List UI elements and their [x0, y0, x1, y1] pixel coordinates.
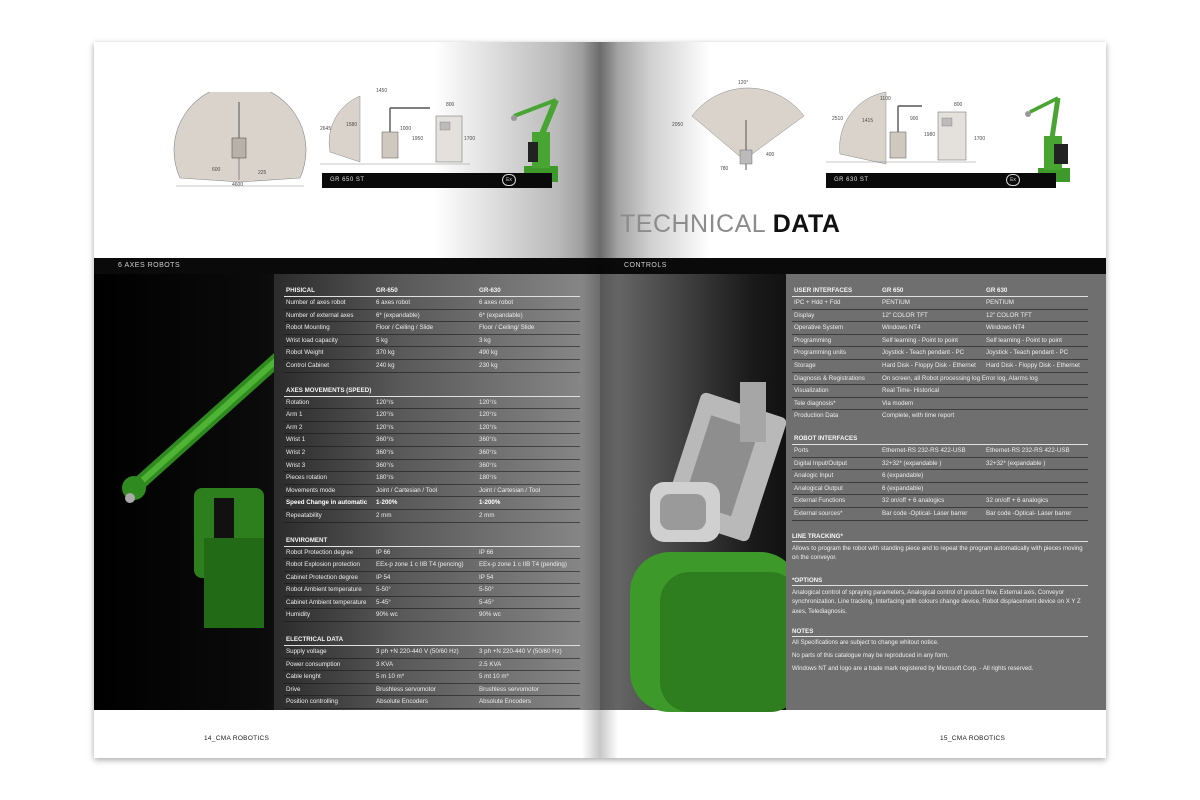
row-label: Speed Change in automatic — [286, 499, 368, 507]
table-row — [284, 422, 580, 435]
row-label: Robot Explosion protection — [286, 561, 360, 569]
row-value — [986, 483, 1088, 495]
row-label: Number of external axes — [286, 311, 354, 319]
table-header — [284, 385, 580, 397]
row-label: Humidity — [286, 611, 311, 619]
row-value: IP 54 — [376, 573, 391, 581]
row-label: Control Cabinet — [286, 361, 329, 369]
dim-label: 1980 — [924, 132, 936, 138]
row-value: 360°/s — [479, 436, 497, 444]
row-value: 5-45° — [479, 598, 494, 606]
page-footer: 14_CMA ROBOTICS — [204, 735, 270, 742]
user-interfaces-table — [792, 285, 1088, 675]
row-value: 6 (expandable) — [882, 472, 924, 480]
note-line: No parts of this catalogue may be reproduced in any form. — [792, 652, 949, 660]
header-cell: GR 630 — [986, 287, 1008, 294]
row-value: Ethernet-RS 232-RS 422-USB — [882, 446, 966, 454]
table-row — [284, 497, 580, 510]
row-value: Self learning - Point to point — [986, 336, 1063, 344]
table-row — [792, 322, 1088, 335]
dim-label: 1415 — [862, 118, 874, 124]
table-row — [284, 297, 580, 310]
row-value: 360°/s — [376, 436, 394, 444]
row-label: Wrist 2 — [286, 448, 306, 456]
dim-label: 1100 — [880, 96, 891, 102]
table-header — [284, 535, 580, 547]
row-value — [986, 470, 1088, 482]
dim-label: 900 — [910, 116, 919, 122]
row-value: 180°/s — [479, 474, 497, 482]
ex-certification-icon: Ex — [1006, 174, 1020, 186]
row-value: IP 54 — [479, 573, 494, 581]
row-value: 32 on/off + 6 analogics — [986, 497, 1049, 505]
gr650-envelope-diagram — [170, 92, 310, 192]
dim-label: 780 — [720, 166, 729, 172]
table-header — [284, 634, 580, 646]
row-value: 360°/s — [479, 448, 497, 456]
row-value: 3 ph +N 220-440 V (50/60 Hz) — [376, 648, 459, 656]
green-robot-arm-photo — [94, 338, 294, 638]
row-label: Wrist load capacity — [286, 336, 338, 344]
table-row — [792, 385, 1088, 398]
table-row — [792, 483, 1088, 496]
table-row — [792, 495, 1088, 508]
row-value: Floor / Ceiling/ Slide — [479, 324, 535, 332]
row-label: Tele diagnosis* — [794, 399, 836, 407]
row-value: 12" COLOR TFT — [882, 311, 928, 319]
left-page — [94, 42, 600, 758]
header-cell: AXES MOVEMENTS (SPEED) — [286, 386, 372, 394]
row-value: Floor / Ceiling / Slide — [376, 324, 434, 332]
caption-text: GR 630 ST — [834, 177, 869, 183]
table-header — [792, 285, 1088, 297]
table-row — [792, 470, 1088, 483]
dim-label: 400 — [766, 152, 775, 158]
dim-label: 1700 — [464, 136, 476, 142]
row-label: Analogical Output — [794, 484, 843, 492]
page-footer: 15_CMA ROBOTICS — [940, 735, 1006, 742]
row-label: IPC + Hdd + Fdd — [794, 299, 841, 306]
row-value: 120°/s — [479, 423, 497, 431]
row-value: Real Time- Historical — [882, 387, 940, 395]
row-label: Programming units — [794, 349, 846, 357]
header-cell: ENVIROMENT — [286, 536, 328, 544]
right-page — [600, 42, 1106, 758]
row-label: Cable lenght — [286, 673, 321, 681]
row-value: Bar code -Optical- Laser barrer — [882, 509, 968, 517]
table-row — [284, 597, 580, 610]
row-value: 5-45° — [376, 598, 391, 606]
header-cell: GR-650 — [376, 287, 398, 294]
row-label: Position controlling — [286, 698, 338, 706]
section-strip — [600, 258, 1106, 274]
table-row — [284, 659, 580, 672]
row-label: External Functions — [794, 497, 846, 505]
dim-label: 4600 — [232, 182, 244, 188]
row-label: Programming — [794, 336, 832, 344]
row-value: 5-50° — [479, 586, 494, 594]
gr650-caption — [322, 173, 552, 188]
row-value: Joint / Cartesian / Tool — [376, 486, 438, 494]
row-label: Number of axes robot — [286, 299, 346, 306]
row-value: EEx-p zone 1 c IIB T4 (pencing) — [376, 561, 464, 569]
table-row — [792, 373, 1088, 386]
table-row — [284, 584, 580, 597]
row-value: 2 mm — [376, 511, 392, 519]
row-label: Drive — [286, 685, 301, 693]
table-row — [284, 646, 580, 659]
table-header — [284, 285, 580, 297]
row-value — [986, 410, 1088, 423]
row-value: 3 ph +N 220-440 V (50/60 Hz) — [479, 648, 562, 656]
row-label: Storage — [794, 361, 816, 369]
header-cell: PHISICAL — [286, 287, 315, 294]
header-cell: GR-630 — [479, 287, 501, 294]
gr630-caption — [826, 173, 1056, 188]
row-value: 12" COLOR TFT — [986, 311, 1032, 319]
dim-label: 120° — [738, 80, 749, 86]
row-value: 360°/s — [376, 461, 394, 469]
row-value — [986, 398, 1088, 410]
row-value: 360°/s — [479, 461, 497, 469]
row-value: Absolute Encoders — [376, 698, 428, 706]
table-row — [284, 447, 580, 460]
page-title — [620, 210, 840, 239]
row-value: 2 mm — [479, 511, 495, 519]
row-label: Production Data — [794, 412, 839, 420]
row-value: 360°/s — [376, 448, 394, 456]
row-value: 5 m 10 m* — [376, 673, 405, 681]
row-label: Arm 2 — [286, 423, 303, 431]
header-cell: GR 650 — [882, 287, 904, 294]
table-row — [792, 398, 1088, 411]
table-row — [792, 297, 1088, 310]
header-cell: ROBOT INTERFACES — [794, 434, 858, 442]
row-label: Digital Input/Output — [794, 459, 847, 467]
row-value: 120°/s — [376, 398, 394, 406]
row-value: Joystick - Teach pendant - PC — [986, 349, 1069, 357]
row-value: 5 kg — [376, 336, 388, 344]
table-row — [792, 347, 1088, 360]
row-value: 120°/s — [479, 411, 497, 419]
header-cell: USER INTERFACES — [794, 287, 853, 294]
title-bold: DATA — [772, 210, 841, 238]
row-label: Rotation — [286, 398, 310, 406]
note-line: All Specifications are subject to change whitout notice. — [792, 639, 939, 647]
row-value: PENTIUM — [882, 299, 910, 306]
note-line: Windows NT and logo are a trade mark registered by Microsoft Corp. - All rights reserved. — [792, 664, 1034, 672]
row-value: Windows NT4 — [986, 324, 1025, 332]
row-value: 240 kg — [376, 361, 395, 369]
row-value: On screen, all Robot processing log Error log, Alarms log — [882, 374, 1038, 382]
row-value: 1-200% — [479, 499, 501, 507]
dim-label: 800 — [446, 102, 455, 108]
table-row — [284, 409, 580, 422]
gr630-side-diagram — [826, 88, 976, 168]
table-row — [792, 445, 1088, 458]
row-value: 32+32* (expandable ) — [882, 459, 942, 467]
dim-label: 600 — [212, 167, 221, 173]
row-value: 32+32* (expandable ) — [986, 459, 1046, 467]
table-row — [792, 360, 1088, 373]
row-value: 5 mt 10 m* — [479, 673, 509, 681]
options-text: Analogical control of spraying parameters, Analogical control of product flow, External axis, Conveyor synchronization, Line tracking, Interfacing with colours change device, Robot displacement device on X Y Z axes, Telediagnosis. — [792, 588, 1081, 615]
row-label: Display — [794, 311, 815, 319]
section-label: 6 AXES ROBOTS — [118, 262, 181, 269]
table-row — [792, 335, 1088, 348]
row-value: 6 (expandable) — [882, 484, 924, 492]
table-row — [284, 347, 580, 360]
row-value: 90% wc — [479, 611, 501, 619]
row-value: EEx-p zone 1 c IIB T4 (pending) — [479, 561, 567, 569]
catalogue-spread — [94, 42, 1106, 758]
table-row — [792, 508, 1088, 521]
row-value: 90% wc — [376, 611, 398, 619]
row-value: Joystick - Teach pendant - PC — [882, 349, 965, 357]
robot-wrist-photo — [600, 382, 800, 712]
dim-label: 1450 — [376, 88, 388, 94]
table-row — [792, 410, 1088, 423]
row-value: Windows NT4 — [882, 324, 921, 332]
section-strip — [94, 258, 600, 274]
row-label: Cabinet Ambient temperature — [286, 598, 367, 606]
row-value: 370 kg — [376, 349, 395, 357]
table-header — [792, 433, 1088, 445]
row-value: Hard Disk - Floppy Disk - Ethernet — [986, 361, 1080, 369]
row-value: PENTIUM — [986, 299, 1014, 306]
options-heading: *OPTIONS — [792, 575, 1088, 586]
row-value: Complete, with time report — [882, 412, 955, 420]
dim-label: 2050 — [672, 122, 684, 128]
row-value: 2.5 KVA — [479, 660, 502, 668]
table-row — [284, 460, 580, 473]
dim-label: 225 — [258, 170, 267, 176]
row-value: 6* (expandable) — [479, 311, 523, 319]
row-label: Movements mode — [286, 486, 336, 494]
table-row — [284, 360, 580, 373]
row-value: 6* (expandable) — [376, 311, 420, 319]
line-tracking-heading: LINE TRACKING* — [792, 531, 1088, 542]
row-label: Supply voltage — [286, 648, 327, 656]
row-label: Wrist 3 — [286, 461, 306, 469]
line-tracking-text: Allows to program the robot with standing piece and to repeat the program automatically with pieces moving on the conveyor. — [792, 544, 1083, 562]
table-row — [284, 572, 580, 585]
row-value: Bar code -Optical- Laser barrer — [986, 509, 1072, 517]
row-label: Robot Protection degree — [286, 548, 354, 556]
row-value: 120°/s — [376, 411, 394, 419]
table-row — [284, 397, 580, 410]
row-value: 120°/s — [479, 398, 497, 406]
row-label: Wrist 1 — [286, 436, 306, 444]
row-value: Absolute Encoders — [479, 698, 531, 706]
row-label: Operative System — [794, 324, 844, 332]
table-row — [284, 684, 580, 697]
row-value: Self learning - Point to point — [882, 336, 959, 344]
table-row — [284, 472, 580, 485]
dim-label: 2510 — [832, 116, 844, 122]
notes-heading: NOTES — [792, 626, 1088, 637]
row-value: 3 KVA — [376, 660, 394, 668]
row-label: External sources* — [794, 509, 843, 517]
dim-label: 1950 — [412, 136, 424, 142]
table-row — [284, 559, 580, 572]
row-label: Pieces rotation — [286, 474, 327, 482]
table-row — [284, 335, 580, 348]
row-value: 6 axes robot — [376, 299, 411, 306]
row-label: Robot Mounting — [286, 324, 330, 332]
row-value: 120°/s — [376, 423, 394, 431]
row-value: Brushless servomotor — [479, 685, 539, 693]
table-row — [284, 696, 580, 709]
row-value: Via modem — [882, 399, 914, 407]
row-value: Joint / Cartesian / Tool — [479, 486, 541, 494]
row-value: 32 on/off + 6 analogics — [882, 497, 945, 505]
row-value: Ethernet-RS 232-RS 422-USB — [986, 446, 1070, 454]
row-value: 5-50° — [376, 586, 391, 594]
row-label: Robot Weight — [286, 349, 324, 357]
row-value: 6 axes robot — [479, 299, 514, 306]
dim-label: 1000 — [400, 126, 412, 132]
table-row — [284, 510, 580, 523]
table-row — [284, 547, 580, 560]
row-value: Hard Disk - Floppy Disk - Ethernet — [882, 361, 976, 369]
gr630-envelope-diagram — [684, 80, 814, 180]
row-label: Analogic Input — [794, 472, 834, 480]
row-value — [986, 385, 1088, 397]
caption-text: GR 650 ST — [330, 177, 365, 183]
row-value: 490 kg — [479, 349, 498, 357]
row-value: IP 66 — [376, 548, 391, 556]
row-value: 3 kg — [479, 336, 491, 344]
row-label: Robot Ambient temperature — [286, 586, 362, 594]
title-light: TECHNICAL — [620, 210, 766, 238]
row-value: 180°/s — [376, 474, 394, 482]
phisical-table — [284, 285, 580, 709]
table-row — [792, 458, 1088, 471]
header-cell: ELECTRICAL DATA — [286, 636, 344, 644]
table-row — [284, 609, 580, 622]
row-label: Arm 1 — [286, 411, 303, 419]
dim-label: 800 — [954, 102, 963, 108]
row-value: 1-200% — [376, 499, 398, 507]
row-value: IP 66 — [479, 548, 494, 556]
row-label: Power consumption — [286, 660, 341, 668]
dim-label: 2645 — [320, 126, 332, 132]
row-label: Ports — [794, 446, 809, 454]
row-label: Visualization — [794, 387, 829, 395]
table-row — [284, 310, 580, 323]
table-row — [284, 485, 580, 498]
dim-label: 1700 — [974, 136, 986, 142]
row-label: Repeatability — [286, 511, 322, 519]
dim-label: 1580 — [346, 122, 358, 128]
row-value: 230 kg — [479, 361, 498, 369]
table-row — [792, 310, 1088, 323]
row-label: Cabinet Protection degree — [286, 573, 358, 581]
table-row — [284, 671, 580, 684]
section-label: CONTROLS — [624, 262, 667, 269]
table-row — [284, 434, 580, 447]
table-row — [284, 322, 580, 335]
row-value: Brushless servomotor — [376, 685, 436, 693]
row-label: Diagnosis & Registrations — [794, 374, 865, 382]
ex-certification-icon: Ex — [502, 174, 516, 186]
